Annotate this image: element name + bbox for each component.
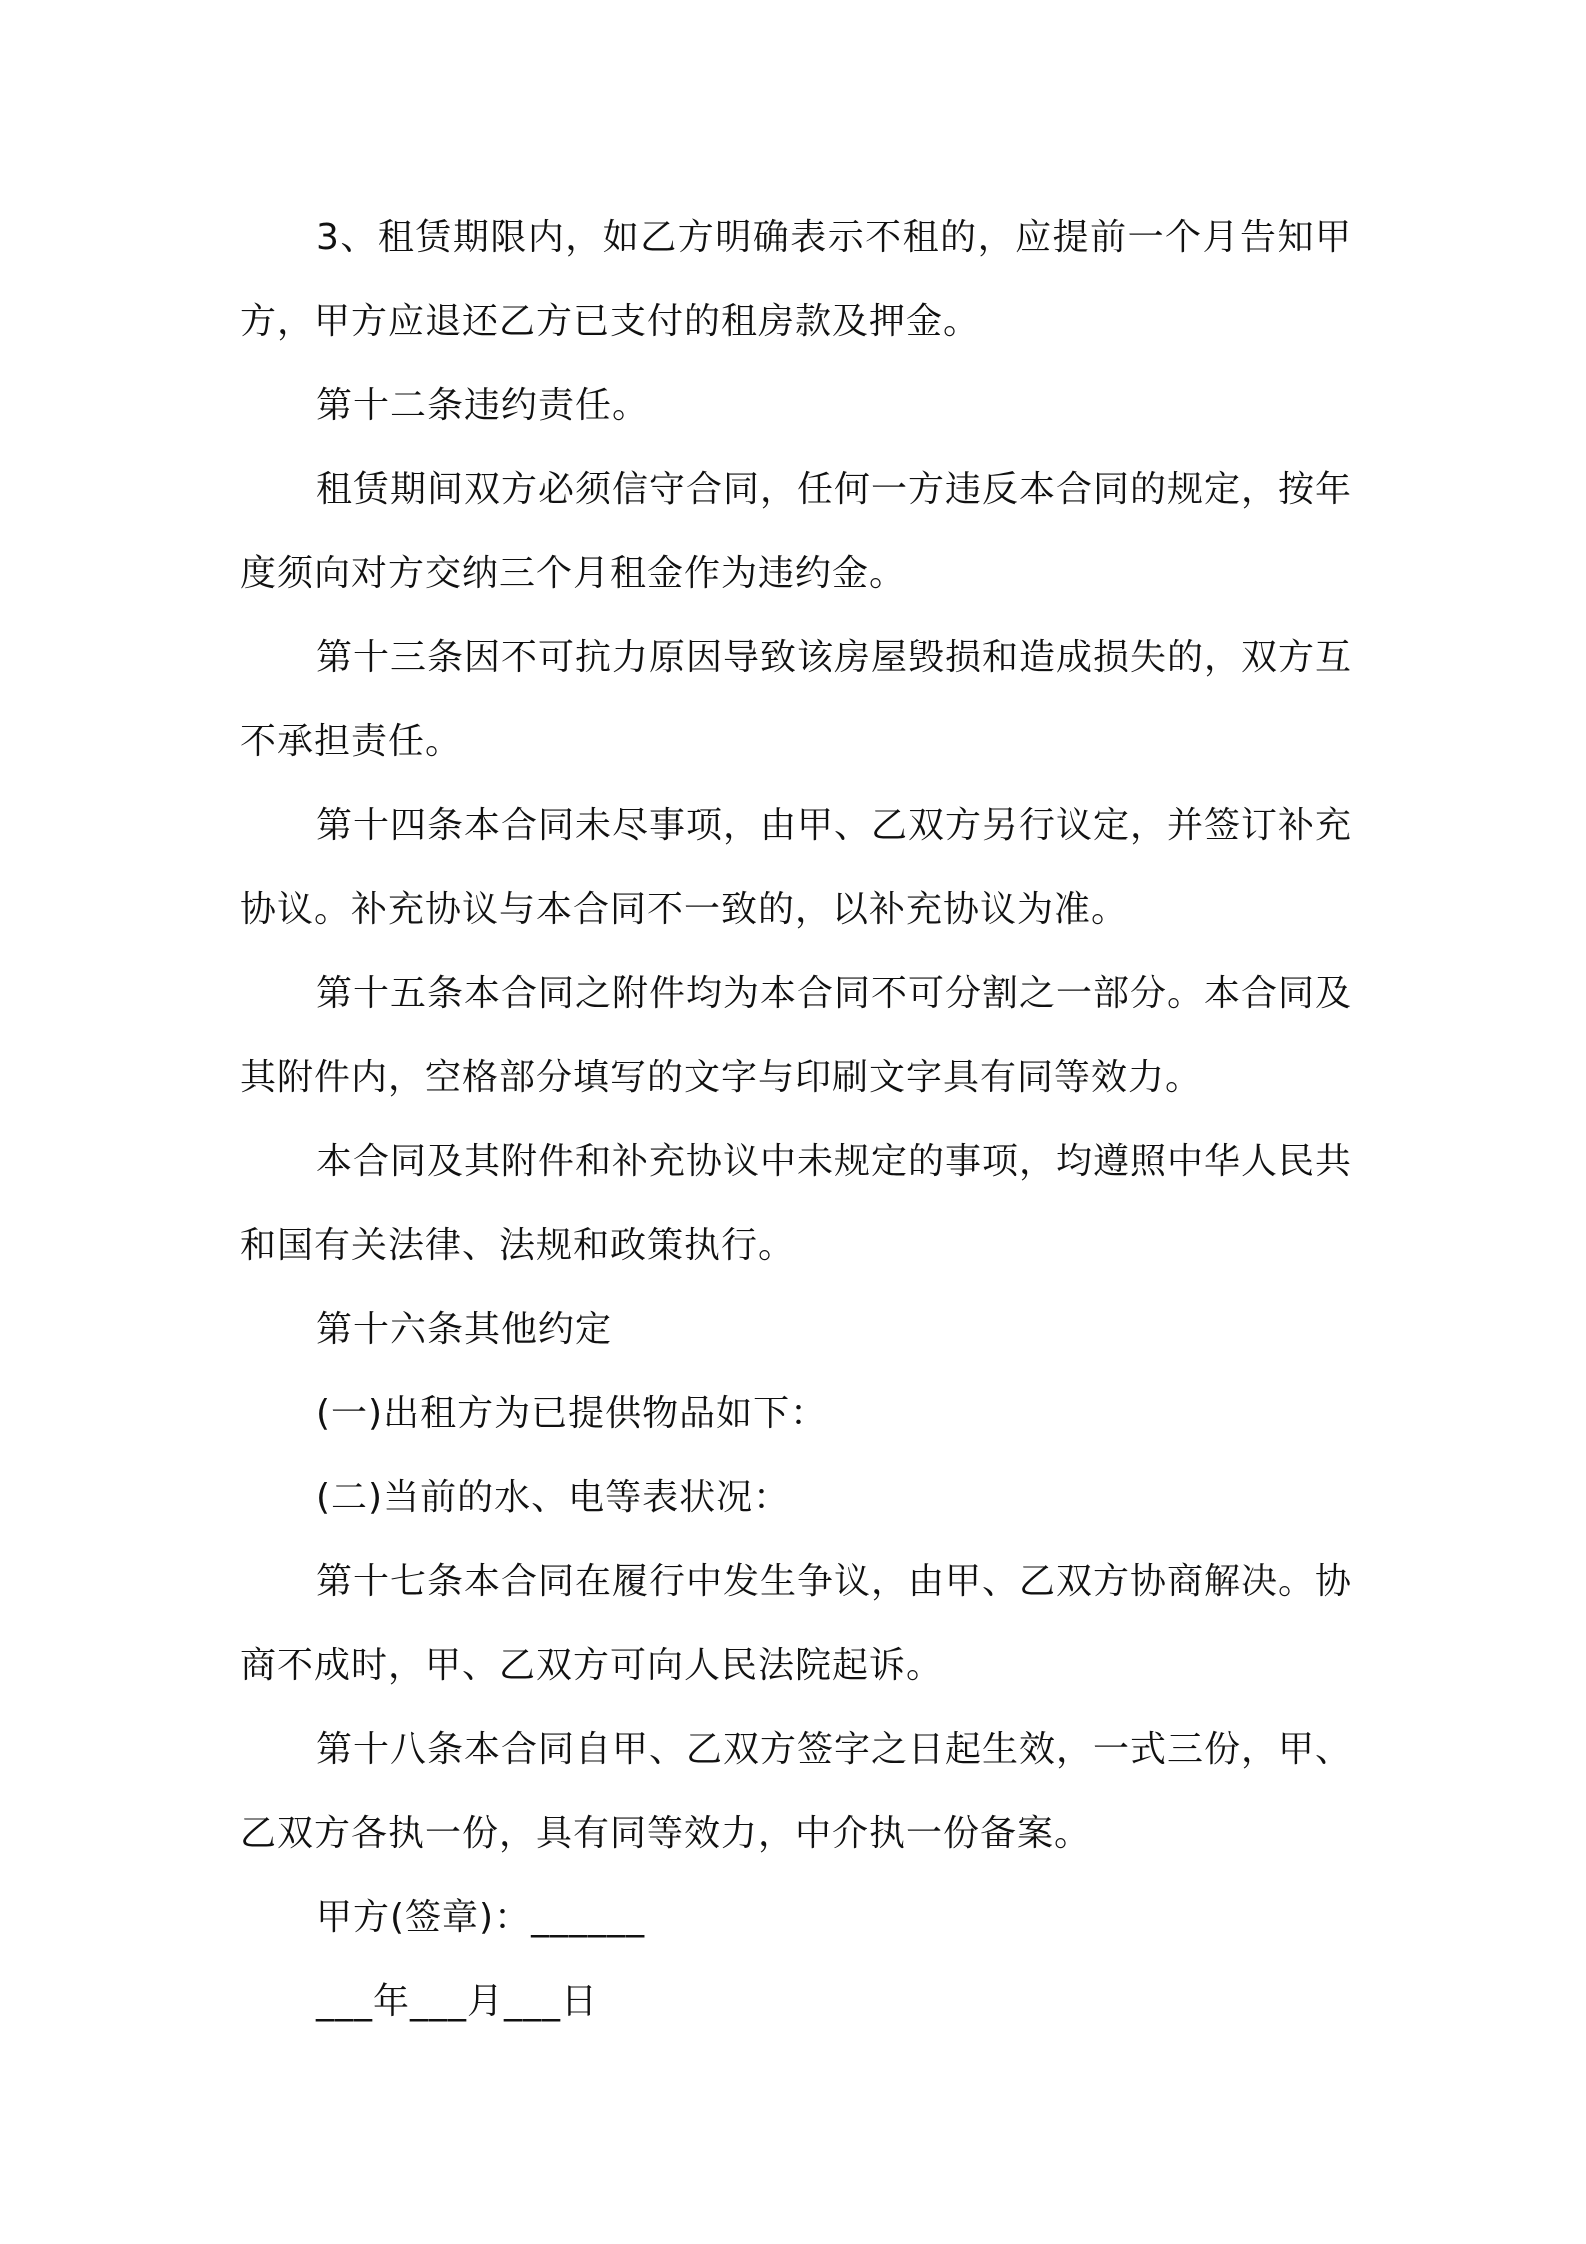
document-body [240,196,1352,2044]
paragraph-meter-status: (二)当前的水、电等表状况： [316,1477,791,1518]
party-a-signature-line: 甲方(签章)：______ [316,1897,646,1938]
article-12-heading: 第十二条违约责任。 [316,385,650,426]
article-14-supplementary: 第十四条本合同未尽事项，由甲、乙双方另行议定，并签订补充协议。补充协议与本合同不一致的，以补充协议为准。 [240,805,1353,930]
article-18-effectiveness: 第十八条本合同自甲、乙双方签字之日起生效，一式三份，甲、乙双方各执一份，具有同等效力，中介执一份备案。 [240,1729,1353,1854]
article-16-heading: 第十六条其他约定 [316,1309,613,1350]
paragraph-applicable-law: 本合同及其附件和补充协议中未规定的事项，均遵照中华人民共和国有关法律、法规和政策执行。 [240,1141,1353,1266]
article-13-force-majeure: 第十三条因不可抗力原因导致该房屋毁损和造成损失的，双方互不承担责任。 [240,637,1353,762]
paragraph-breach-liability: 租赁期间双方必须信守合同，任何一方违反本合同的规定，按年度须向对方交纳三个月租金作为违约金。 [240,469,1353,594]
paragraph-provided-items: (一)出租方为已提供物品如下： [316,1393,828,1434]
date-line: ___年___月___日 [316,1981,599,2022]
article-17-disputes: 第十七条本合同在履行中发生争议，由甲、乙双方协商解决。协商不成时，甲、乙双方可向人民法院起诉。 [240,1561,1353,1686]
paragraph-lease-termination: 3、租赁期限内，如乙方明确表示不租的，应提前一个月告知甲方，甲方应退还乙方已支付的租房款及押金。 [240,217,1352,342]
article-15-attachments: 第十五条本合同之附件均为本合同不可分割之一部分。本合同及其附件内，空格部分填写的文字与印刷文字具有同等效力。 [240,973,1353,1098]
